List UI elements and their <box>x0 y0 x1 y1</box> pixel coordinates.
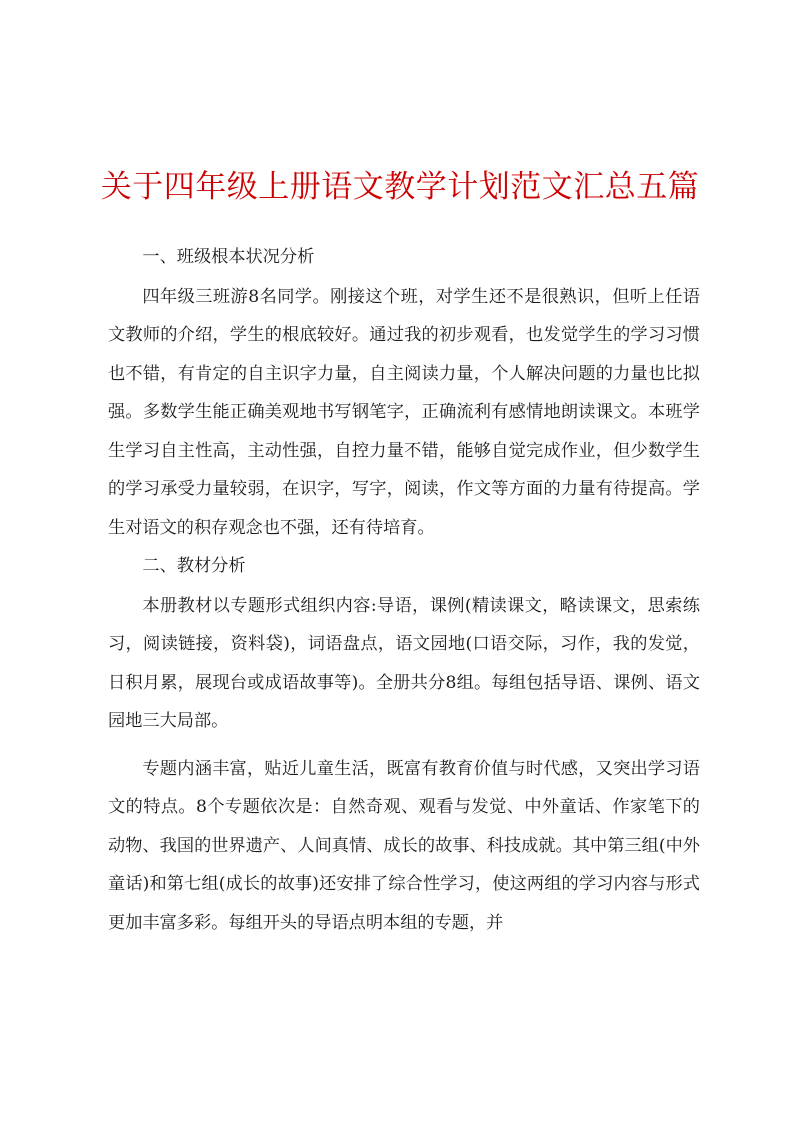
paragraph-class-analysis: 四年级三班游8名同学。刚接这个班，对学生还不是很熟识，但听上任语文教师的介绍，学生的根底较好。通过我的初步观看，也发觉学生的学习习惯也不错，有肯定的自主识字力量，自主阅读力量，个人解决问题的力量也比拟强。多数学生能正确美观地书写钢笔字，正确流利有感情地朗读课文。本班学生学习自主性高，主动性强，自控力量不错，能够自觉完成作业，但少数学生的学习承受力量较弱，在识字，写字，阅读，作文等方面的力量有待提高。学生对语文的积存观念也不强，还有待培育。 <box>108 286 700 538</box>
paragraph-textbook-structure: 本册教材以专题形式组织内容:导语，课例(精读课文，略读课文，思索练习，阅读链接，资料袋)，词语盘点，语文园地(口语交际，习作，我的发觉，日积月累，展现台或成语故事等)。全册共分8组。每组包括导语、课例、语文园地三大局部。 <box>108 595 700 731</box>
document-title: 关于四年级上册语文教学计划范文汇总五篇 <box>100 169 700 205</box>
section-heading-class-analysis: 一、班级根本状况分析 <box>142 247 315 267</box>
document-body <box>108 238 700 942</box>
paragraph-textbook-themes: 专题内涵丰富，贴近儿童生活，既富有教育价值与时代感，又突出学习语文的特点。8个专题依次是：自然奇观、观看与发觉、中外童话、作家笔下的动物、我国的世界遗产、人间真情、成长的故事、科技成就。其中第三组(中外童话)和第七组(成长的故事)还安排了综合性学习，使这两组的学习内容与形式更加丰富多彩。每组开头的导语点明本组的专题，并 <box>108 758 700 933</box>
section-heading-textbook-analysis: 二、教材分析 <box>142 556 246 576</box>
